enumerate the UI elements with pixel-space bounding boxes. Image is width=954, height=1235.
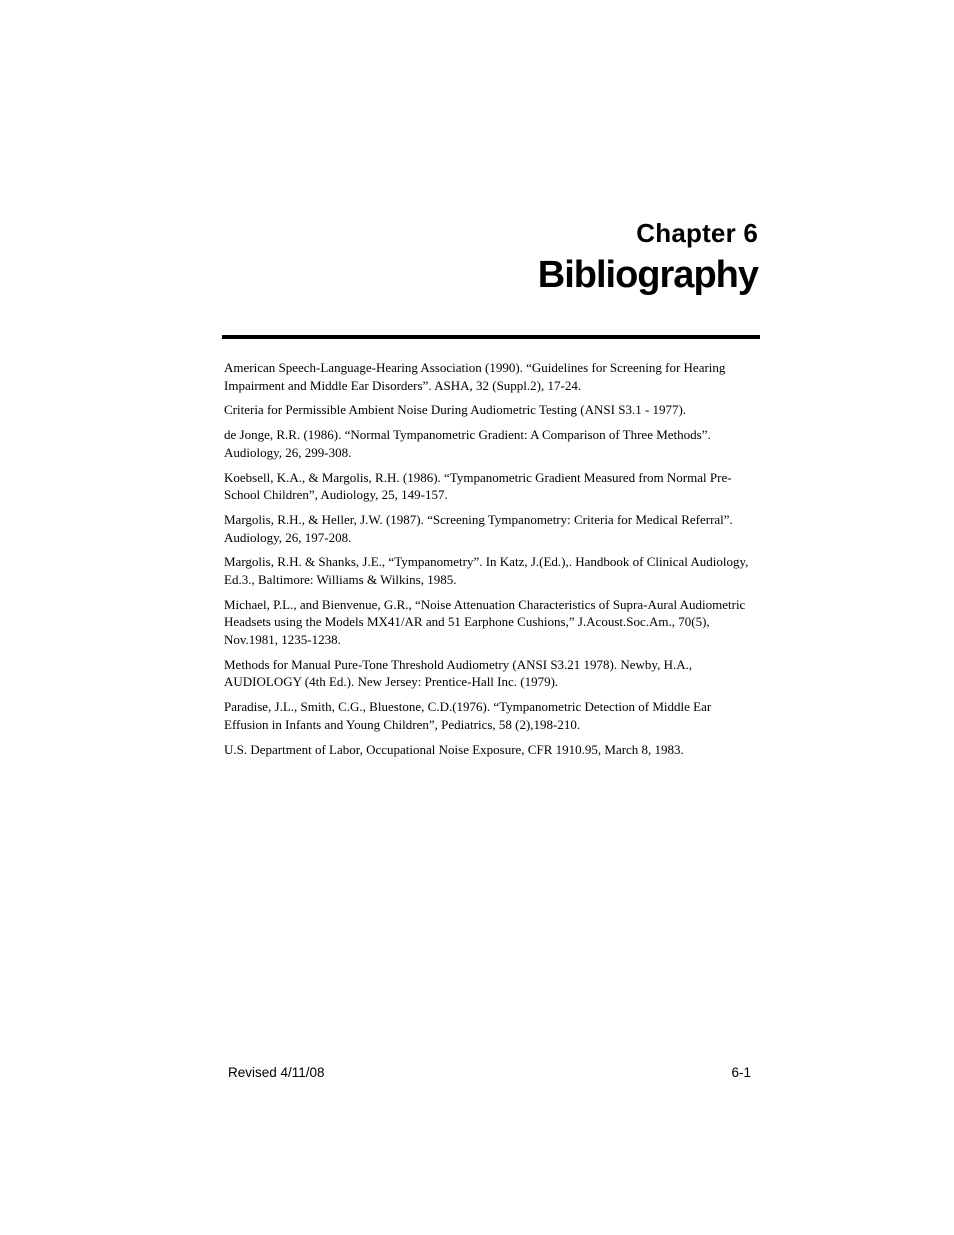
reference-item: U.S. Department of Labor, Occupational Noise Exposure, CFR 1910.95, March 8, 1983. (224, 741, 684, 757)
chapter-header (538, 216, 758, 297)
reference-item: Koebsell, K.A., & Margolis, R.H. (1986). “Tympanometric Gradient Measured from Normal Pre-School Children”, Audiology, 25, 149-157. (224, 469, 732, 503)
reference-item: American Speech-Language-Hearing Association (1990). “Guidelines for Screening for Hearing Impairment and Middle Ear Disorders”. ASHA, 32 (Suppl.2), 17-24. (224, 360, 726, 393)
reference-item: de Jonge, R.R. (1986). “Normal Tympanometric Gradient: A Comparison of Three Methods”. Audiology, 26, 299-308. (224, 427, 711, 460)
revision-date: Revised 4/11/08 (228, 1065, 325, 1080)
title-divider (222, 335, 760, 339)
reference-item: Methods for Manual Pure-Tone Threshold Audiometry (ANSI S3.21 1978). Newby, H.A., AUDIOLOGY (4th Ed.). New Jersey: Prentice-Hall Inc. (1979). (224, 656, 693, 690)
chapter-title: Bibliography (537, 254, 758, 296)
reference-item: Margolis, R.H. & Shanks, J.E., “Tympanometry”. In Katz, J.(Ed.),. Handbook of Clinical Audiology, Ed.3., Baltimore: Williams & Wilkins, 1985. (224, 554, 749, 587)
reference-item: Criteria for Permissible Ambient Noise During Audiometric Testing (ANSI S3.1 - 1977). (224, 402, 687, 418)
page-number: 6-1 (731, 1065, 751, 1080)
chapter-label: Chapter 6 (636, 218, 758, 248)
reference-list (224, 359, 754, 765)
reference-item: Michael, P.L., and Bienvenue, G.R., “Noise Attenuation Characteristics of Supra-Aural Audiometric Headsets using the Models MX41/AR and 51 Earphone Cushions,” J.Acoust.Soc.Am., 70(5), Nov.1981, 1235-1238. (224, 596, 746, 647)
reference-item: Paradise, J.L., Smith, C.G., Bluestone, C.D.(1976). “Tympanometric Detection of Middle Ear Effusion in Infants and Young Children”, Pediatrics, 58 (2),198-210. (224, 699, 712, 732)
reference-item: Margolis, R.H., & Heller, J.W. (1987). “Screening Tympanometry: Criteria for Medical Referral”. Audiology, 26, 197-208. (224, 512, 733, 545)
